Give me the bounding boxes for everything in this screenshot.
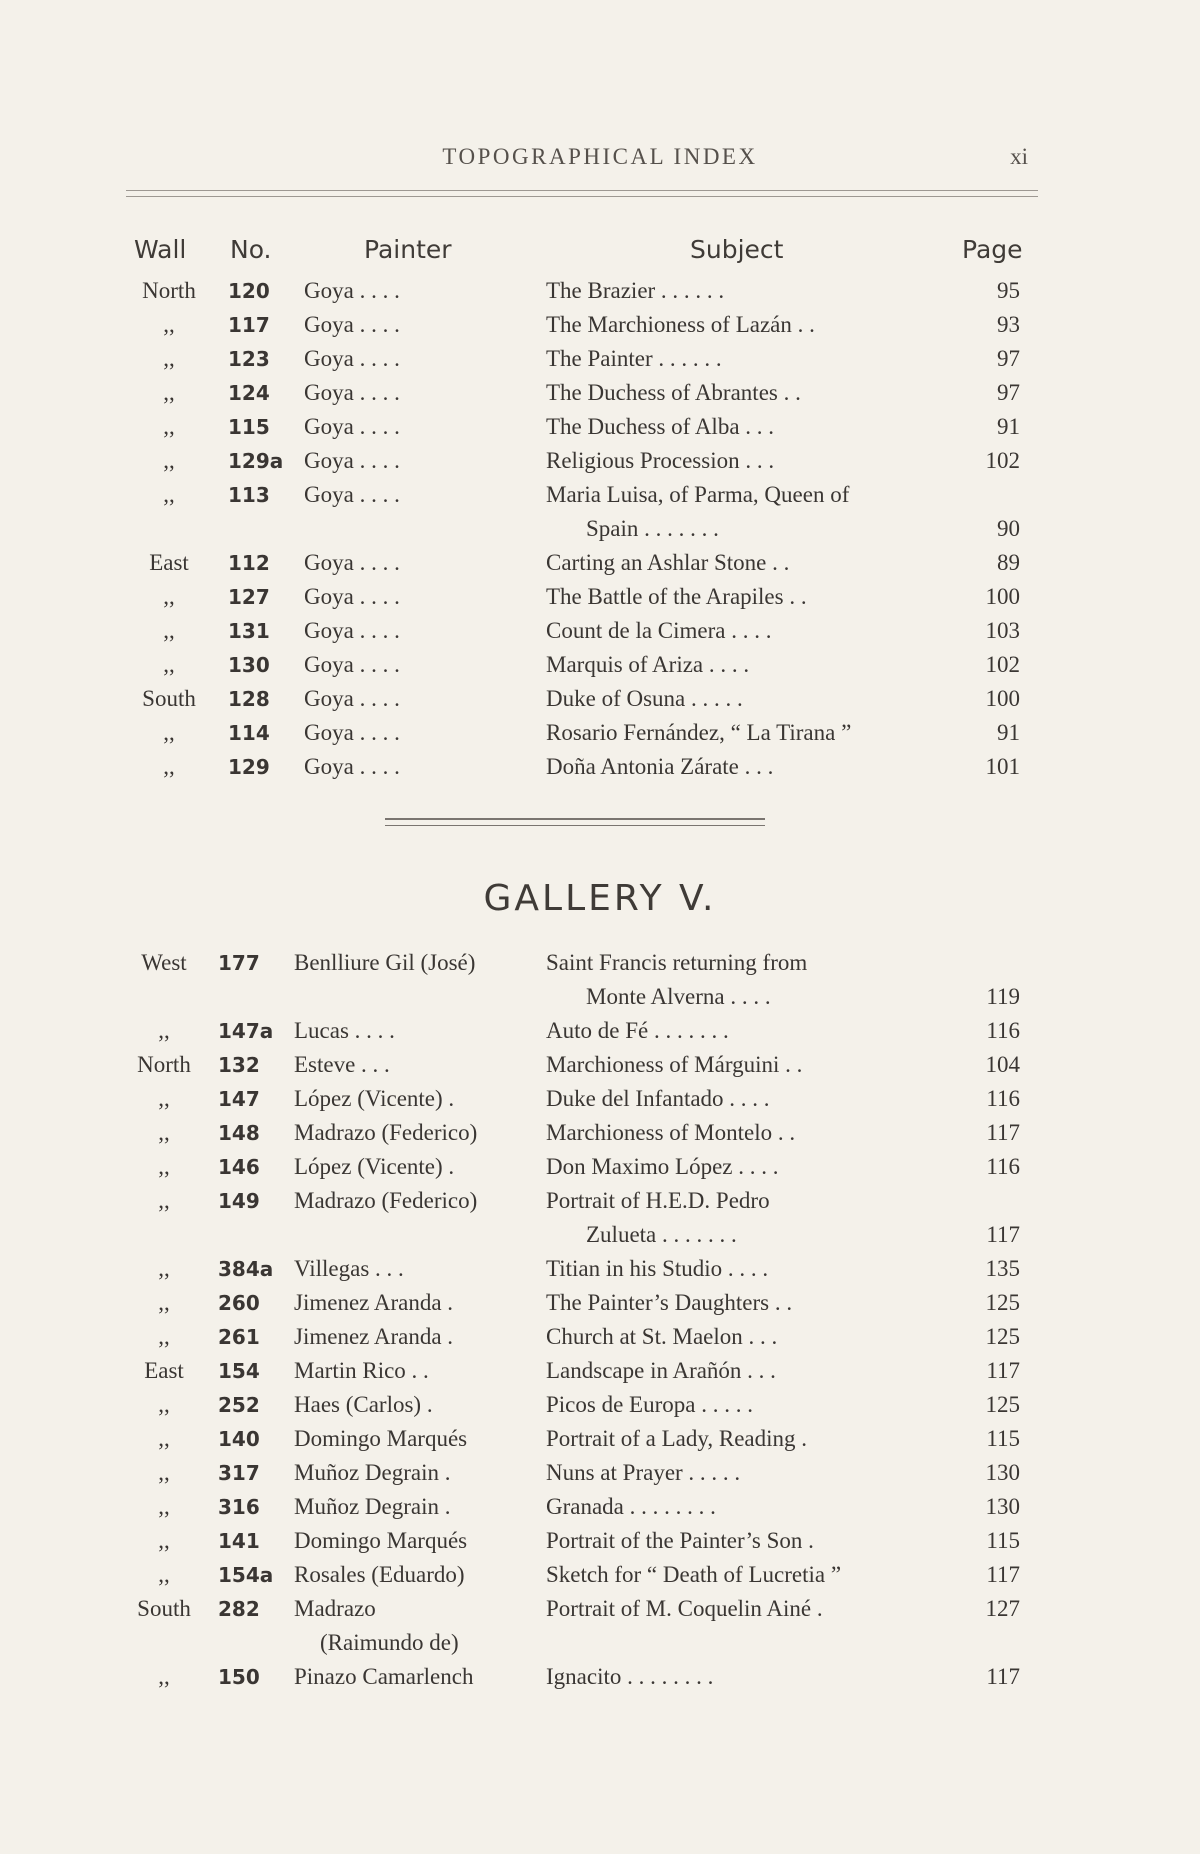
page-cell: 101: [985, 754, 1020, 779]
subject-title: Landscape in Arañón . . .: [546, 1358, 776, 1383]
number-cell: 260: [218, 1291, 260, 1315]
header-rule: [126, 190, 1038, 191]
number-cell: 147: [218, 1087, 260, 1111]
table-row: [120, 1558, 1026, 1592]
wall-cell: ,,: [158, 1426, 170, 1451]
painter-cell: [288, 1524, 546, 1558]
painter-name: Lucas . . . .: [294, 1018, 395, 1043]
painter-cell: [288, 1116, 546, 1150]
painter-name: Domingo Marqués: [294, 1426, 468, 1451]
subject-cell: [546, 1422, 956, 1456]
wall-cell: ,,: [158, 1324, 170, 1349]
subject-title: Duke del Infantado . . . .: [546, 1086, 770, 1111]
table-row: [120, 580, 1026, 614]
painter-name: Goya . . . .: [304, 652, 400, 677]
table-row: [120, 946, 1026, 1014]
painter-name: Martin Rico . .: [294, 1358, 429, 1383]
table-row: [120, 308, 1026, 342]
subject-cell: [546, 1388, 956, 1422]
wall-cell: ,,: [163, 414, 175, 439]
subject-title: Doña Antonia Zárate . . .: [546, 754, 774, 779]
painter-cell: [288, 1422, 546, 1456]
subject-cell: [546, 1660, 956, 1694]
painter-name: Muñoz Degrain .: [294, 1494, 451, 1519]
wall-cell: ,,: [158, 1188, 170, 1213]
column-header-no: No.: [230, 235, 272, 264]
table-row: [120, 1150, 1026, 1184]
table-row: [120, 614, 1026, 648]
painter-cell: [298, 410, 546, 444]
painter-name: Rosales (Eduardo): [294, 1562, 465, 1587]
subject-cell: [546, 648, 956, 682]
table-row: [120, 1354, 1026, 1388]
painter-cell: [298, 614, 546, 648]
subject-cell: [546, 308, 956, 342]
subject-cell: [546, 682, 956, 716]
painter-cell: [298, 716, 546, 750]
wall-cell: ,,: [163, 652, 175, 677]
column-header-subject: Subject: [690, 235, 784, 264]
page-cell: 100: [985, 584, 1020, 609]
wall-cell: ,,: [163, 720, 175, 745]
subject-title: The Duchess of Abrantes . .: [546, 380, 801, 405]
section-rule: [385, 825, 765, 826]
page-cell: 95: [997, 278, 1020, 303]
subject-cell: [546, 274, 956, 308]
wall-cell: ,,: [158, 1494, 170, 1519]
subject-cell: [546, 1184, 956, 1252]
subject-cell: [546, 1354, 956, 1388]
page-cell: 127: [985, 1596, 1020, 1621]
page-cell: 117: [986, 1358, 1020, 1383]
subject-cell: [546, 716, 956, 750]
number-cell: 132: [218, 1053, 260, 1077]
painter-name: Goya . . . .: [304, 686, 400, 711]
table-row: [120, 1014, 1026, 1048]
page-cell: 104: [985, 1052, 1020, 1077]
subject-title: The Marchioness of Lazán . .: [546, 312, 815, 337]
wall-cell: ,,: [163, 618, 175, 643]
wall-cell: ,,: [158, 1018, 170, 1043]
number-cell: 127: [228, 585, 270, 609]
table-row: [120, 750, 1026, 784]
painter-cell: [288, 1490, 546, 1524]
page-cell: 117: [986, 1664, 1020, 1689]
column-header-painter: Painter: [364, 235, 452, 264]
subject-cell: [546, 1286, 956, 1320]
painter-cell: [298, 274, 546, 308]
wall-cell: ,,: [158, 1664, 170, 1689]
subject-cell: [546, 1490, 956, 1524]
column-header-page: Page: [962, 235, 1023, 264]
wall-cell: West: [141, 950, 187, 975]
subject-cell: [546, 614, 956, 648]
wall-cell: ,,: [158, 1086, 170, 1111]
page-cell: 115: [986, 1426, 1020, 1451]
page-folio: xi: [1010, 144, 1028, 169]
page-cell: 89: [997, 550, 1020, 575]
subject-title: Picos de Europa . . . . .: [546, 1392, 753, 1417]
subject-cell: [546, 1524, 956, 1558]
subject-title: Auto de Fé . . . . . . .: [546, 1018, 729, 1043]
subject-title: Marchioness of Montelo . .: [546, 1120, 796, 1145]
table-row: [120, 1252, 1026, 1286]
painter-name: Goya . . . .: [304, 584, 400, 609]
subject-title: The Duchess of Alba . . .: [546, 414, 775, 439]
subject-cell: [546, 1592, 956, 1660]
subject-title: Don Maximo López . . . .: [546, 1154, 779, 1179]
painter-cell: [288, 1456, 546, 1490]
table-row: [120, 1320, 1026, 1354]
subject-title: Portrait of a Lady, Reading .: [546, 1426, 808, 1451]
subject-title: Church at St. Maelon . . .: [546, 1324, 778, 1349]
number-cell: 147a: [218, 1019, 274, 1043]
number-cell: 114: [228, 721, 270, 745]
painter-cell: [288, 1558, 546, 1592]
painter-cell: [288, 1150, 546, 1184]
table-row: [120, 716, 1026, 750]
page-cell: 130: [985, 1494, 1020, 1519]
subject-cell: [546, 1150, 956, 1184]
wall-cell: ,,: [163, 380, 175, 405]
number-cell: 148: [218, 1121, 260, 1145]
table-row: [120, 1286, 1026, 1320]
painter-name: Pinazo Camarlench: [294, 1664, 474, 1689]
page-cell: 97: [997, 380, 1020, 405]
number-cell: 129: [228, 755, 270, 779]
painter-cell: [288, 1286, 546, 1320]
wall-cell: ,,: [158, 1154, 170, 1179]
table-row: [120, 682, 1026, 716]
painter-name: Goya . . . .: [304, 550, 400, 575]
painter-cell: [288, 1388, 546, 1422]
wall-cell: East: [149, 550, 189, 575]
subject-title: Carting an Ashlar Stone . .: [546, 550, 790, 575]
subject-title: The Brazier . . . . . .: [546, 278, 725, 303]
wall-cell: ,,: [163, 584, 175, 609]
subject-title: Portrait of the Painter’s Son .: [546, 1528, 814, 1553]
number-cell: 117: [228, 313, 270, 337]
painter-cell: [298, 308, 546, 342]
wall-cell: ,,: [158, 1392, 170, 1417]
table-row: [120, 376, 1026, 410]
subject-title-continued: Monte Alverna . . . .: [586, 984, 771, 1009]
wall-cell: ,,: [158, 1460, 170, 1485]
painter-cell: [288, 946, 546, 1014]
page-cell: 117: [986, 1222, 1020, 1247]
number-cell: 177: [218, 951, 260, 975]
number-cell: 123: [228, 347, 270, 371]
table-row: [120, 648, 1026, 682]
painter-name: Goya . . . .: [304, 278, 400, 303]
wall-cell: South: [137, 1596, 191, 1621]
number-cell: 149: [218, 1189, 260, 1213]
number-cell: 140: [218, 1427, 260, 1451]
painter-name: Villegas . . .: [294, 1256, 404, 1281]
painter-cell: [288, 1592, 546, 1660]
painter-cell: [288, 1082, 546, 1116]
table-row: [120, 342, 1026, 376]
painter-cell: [288, 1048, 546, 1082]
painter-name: Haes (Carlos) .: [294, 1392, 433, 1417]
running-title: TOPOGRAPHICAL INDEX: [442, 144, 758, 169]
subject-title-continued: Zulueta . . . . . . .: [586, 1222, 737, 1247]
wall-cell: ,,: [163, 482, 175, 507]
painter-name: Benlliure Gil (José): [294, 950, 476, 975]
painter-name: Goya . . . .: [304, 414, 400, 439]
subject-title: Marchioness of Márguini . .: [546, 1052, 803, 1077]
page-cell: 90: [997, 516, 1020, 541]
page-cell: 135: [985, 1256, 1020, 1281]
painter-name: López (Vicente) .: [294, 1086, 455, 1111]
table-row: [120, 1388, 1026, 1422]
number-cell: 146: [218, 1155, 260, 1179]
section-rule: [385, 818, 765, 820]
wall-cell: North: [142, 278, 196, 303]
subject-title: The Painter’s Daughters . .: [546, 1290, 793, 1315]
subject-cell: [546, 946, 956, 1014]
painter-name: Goya . . . .: [304, 380, 400, 405]
index-table-section-1: [120, 274, 1026, 784]
number-cell: 128: [228, 687, 270, 711]
subject-cell: [546, 444, 956, 478]
number-cell: 124: [228, 381, 270, 405]
subject-cell: [546, 580, 956, 614]
table-row: [120, 1456, 1026, 1490]
gallery-title: GALLERY V.: [483, 878, 717, 919]
wall-cell: ,,: [163, 312, 175, 337]
painter-name: Goya . . . .: [304, 754, 400, 779]
page-cell: 102: [985, 448, 1020, 473]
page-cell: 117: [986, 1562, 1020, 1587]
subject-title: Sketch for “ Death of Lucretia ”: [546, 1562, 842, 1587]
wall-cell: ,,: [158, 1528, 170, 1553]
painter-cell: [298, 546, 546, 580]
subject-cell: [546, 342, 956, 376]
page-cell: 116: [986, 1154, 1020, 1179]
wall-cell: ,,: [158, 1562, 170, 1587]
painter-cell: [298, 342, 546, 376]
page-cell: 115: [986, 1528, 1020, 1553]
subject-cell: [546, 1252, 956, 1286]
wall-cell: ,,: [163, 448, 175, 473]
painter-name: Goya . . . .: [304, 448, 400, 473]
painter-name: Goya . . . .: [304, 720, 400, 745]
number-cell: 252: [218, 1393, 260, 1417]
painter-cell: [298, 478, 546, 546]
table-row: [120, 410, 1026, 444]
number-cell: 113: [228, 483, 270, 507]
table-row: [120, 1422, 1026, 1456]
subject-cell: [546, 1048, 956, 1082]
wall-cell: North: [137, 1052, 191, 1077]
subject-cell: [546, 478, 956, 546]
subject-title: Marquis of Ariza . . . .: [546, 652, 750, 677]
painter-cell: [288, 1014, 546, 1048]
page-cell: 125: [985, 1392, 1020, 1417]
subject-cell: [546, 1116, 956, 1150]
table-row: [120, 1048, 1026, 1082]
number-cell: 154a: [218, 1563, 274, 1587]
page-cell: 125: [985, 1324, 1020, 1349]
subject-cell: [546, 1456, 956, 1490]
subject-title: Portrait of M. Coquelin Ainé .: [546, 1596, 823, 1621]
painter-name: Madrazo (Federico): [294, 1120, 478, 1145]
page-cell: 125: [985, 1290, 1020, 1315]
painter-name: Madrazo (Federico): [294, 1188, 478, 1213]
table-row: [120, 1524, 1026, 1558]
page-cell: 119: [986, 984, 1020, 1009]
wall-cell: ,,: [163, 754, 175, 779]
wall-cell: South: [142, 686, 196, 711]
table-row: [120, 1082, 1026, 1116]
painter-cell: [288, 1354, 546, 1388]
painter-name: Goya . . . .: [304, 346, 400, 371]
subject-title: Titian in his Studio . . . .: [546, 1256, 769, 1281]
number-cell: 115: [228, 415, 270, 439]
subject-title: Maria Luisa, of Parma, Queen of: [546, 482, 850, 507]
number-cell: 316: [218, 1495, 260, 1519]
painter-cell: [298, 376, 546, 410]
wall-cell: East: [144, 1358, 184, 1383]
number-cell: 130: [228, 653, 270, 677]
page-cell: 102: [985, 652, 1020, 677]
painter-cell: [288, 1660, 546, 1694]
subject-title: Portrait of H.E.D. Pedro: [546, 1188, 770, 1213]
page-cell: 91: [997, 720, 1020, 745]
painter-name: Jimenez Aranda .: [294, 1324, 454, 1349]
table-row: [120, 478, 1026, 546]
page-cell: 116: [986, 1018, 1020, 1043]
painter-cell: [288, 1320, 546, 1354]
wall-cell: ,,: [158, 1256, 170, 1281]
table-row: [120, 444, 1026, 478]
page-header: [0, 138, 1200, 178]
number-cell: 150: [218, 1665, 260, 1689]
table-row: [120, 274, 1026, 308]
page-cell: 130: [985, 1460, 1020, 1485]
wall-cell: ,,: [158, 1120, 170, 1145]
painter-name: Madrazo: [294, 1596, 376, 1621]
header-rule: [126, 196, 1038, 197]
page-cell: 97: [997, 346, 1020, 371]
painter-name: Domingo Marqués: [294, 1528, 468, 1553]
number-cell: 384a: [218, 1257, 274, 1281]
painter-name: Jimenez Aranda .: [294, 1290, 454, 1315]
subject-cell: [546, 1558, 956, 1592]
index-table-gallery-v: [120, 946, 1026, 1694]
subject-title: Granada . . . . . . . .: [546, 1494, 716, 1519]
page-cell: 116: [986, 1086, 1020, 1111]
subject-title: Religious Procession . . .: [546, 448, 775, 473]
subject-title-continued: Spain . . . . . . .: [586, 516, 719, 541]
painter-name: Goya . . . .: [304, 312, 400, 337]
number-cell: 112: [228, 551, 270, 575]
table-row: [120, 1660, 1026, 1694]
subject-title: Rosario Fernández, “ La Tirana ”: [546, 720, 852, 745]
painter-name: Goya . . . .: [304, 482, 400, 507]
painter-name: Esteve . . .: [294, 1052, 390, 1077]
subject-title: Nuns at Prayer . . . . .: [546, 1460, 741, 1485]
number-cell: 141: [218, 1529, 260, 1553]
painter-cell: [288, 1252, 546, 1286]
subject-title: Ignacito . . . . . . . .: [546, 1664, 714, 1689]
subject-title: Duke of Osuna . . . . .: [546, 686, 743, 711]
page-cell: 93: [997, 312, 1020, 337]
wall-cell: ,,: [163, 346, 175, 371]
page-cell: 117: [986, 1120, 1020, 1145]
subject-cell: [546, 376, 956, 410]
table-row: [120, 1592, 1026, 1660]
painter-name: López (Vicente) .: [294, 1154, 455, 1179]
number-cell: 317: [218, 1461, 260, 1485]
number-cell: 129a: [228, 449, 284, 473]
table-row: [120, 546, 1026, 580]
painter-cell: [288, 1184, 546, 1252]
subject-cell: [546, 750, 956, 784]
subject-cell: [546, 1014, 956, 1048]
page-cell: 91: [997, 414, 1020, 439]
number-cell: 154: [218, 1359, 260, 1383]
subject-title: Count de la Cimera . . . .: [546, 618, 772, 643]
table-row: [120, 1184, 1026, 1252]
subject-title: The Battle of the Arapiles . .: [546, 584, 807, 609]
painter-cell: [298, 682, 546, 716]
painter-cell: [298, 580, 546, 614]
page-cell: 103: [985, 618, 1020, 643]
painter-cell: [298, 750, 546, 784]
painter-name: Muñoz Degrain .: [294, 1460, 451, 1485]
subject-cell: [546, 1320, 956, 1354]
number-cell: 261: [218, 1325, 260, 1349]
number-cell: 282: [218, 1597, 260, 1621]
page-cell: 100: [985, 686, 1020, 711]
painter-cell: [298, 444, 546, 478]
painter-name-continued: (Raimundo de): [320, 1630, 459, 1655]
number-cell: 120: [228, 279, 270, 303]
subject-cell: [546, 1082, 956, 1116]
number-cell: 131: [228, 619, 270, 643]
table-row: [120, 1116, 1026, 1150]
painter-cell: [298, 648, 546, 682]
painter-name: Goya . . . .: [304, 618, 400, 643]
subject-cell: [546, 546, 956, 580]
table-row: [120, 1490, 1026, 1524]
column-header-wall: Wall: [134, 235, 187, 264]
subject-title: The Painter . . . . . .: [546, 346, 722, 371]
subject-title: Saint Francis returning from: [546, 950, 808, 975]
subject-cell: [546, 410, 956, 444]
wall-cell: ,,: [158, 1290, 170, 1315]
